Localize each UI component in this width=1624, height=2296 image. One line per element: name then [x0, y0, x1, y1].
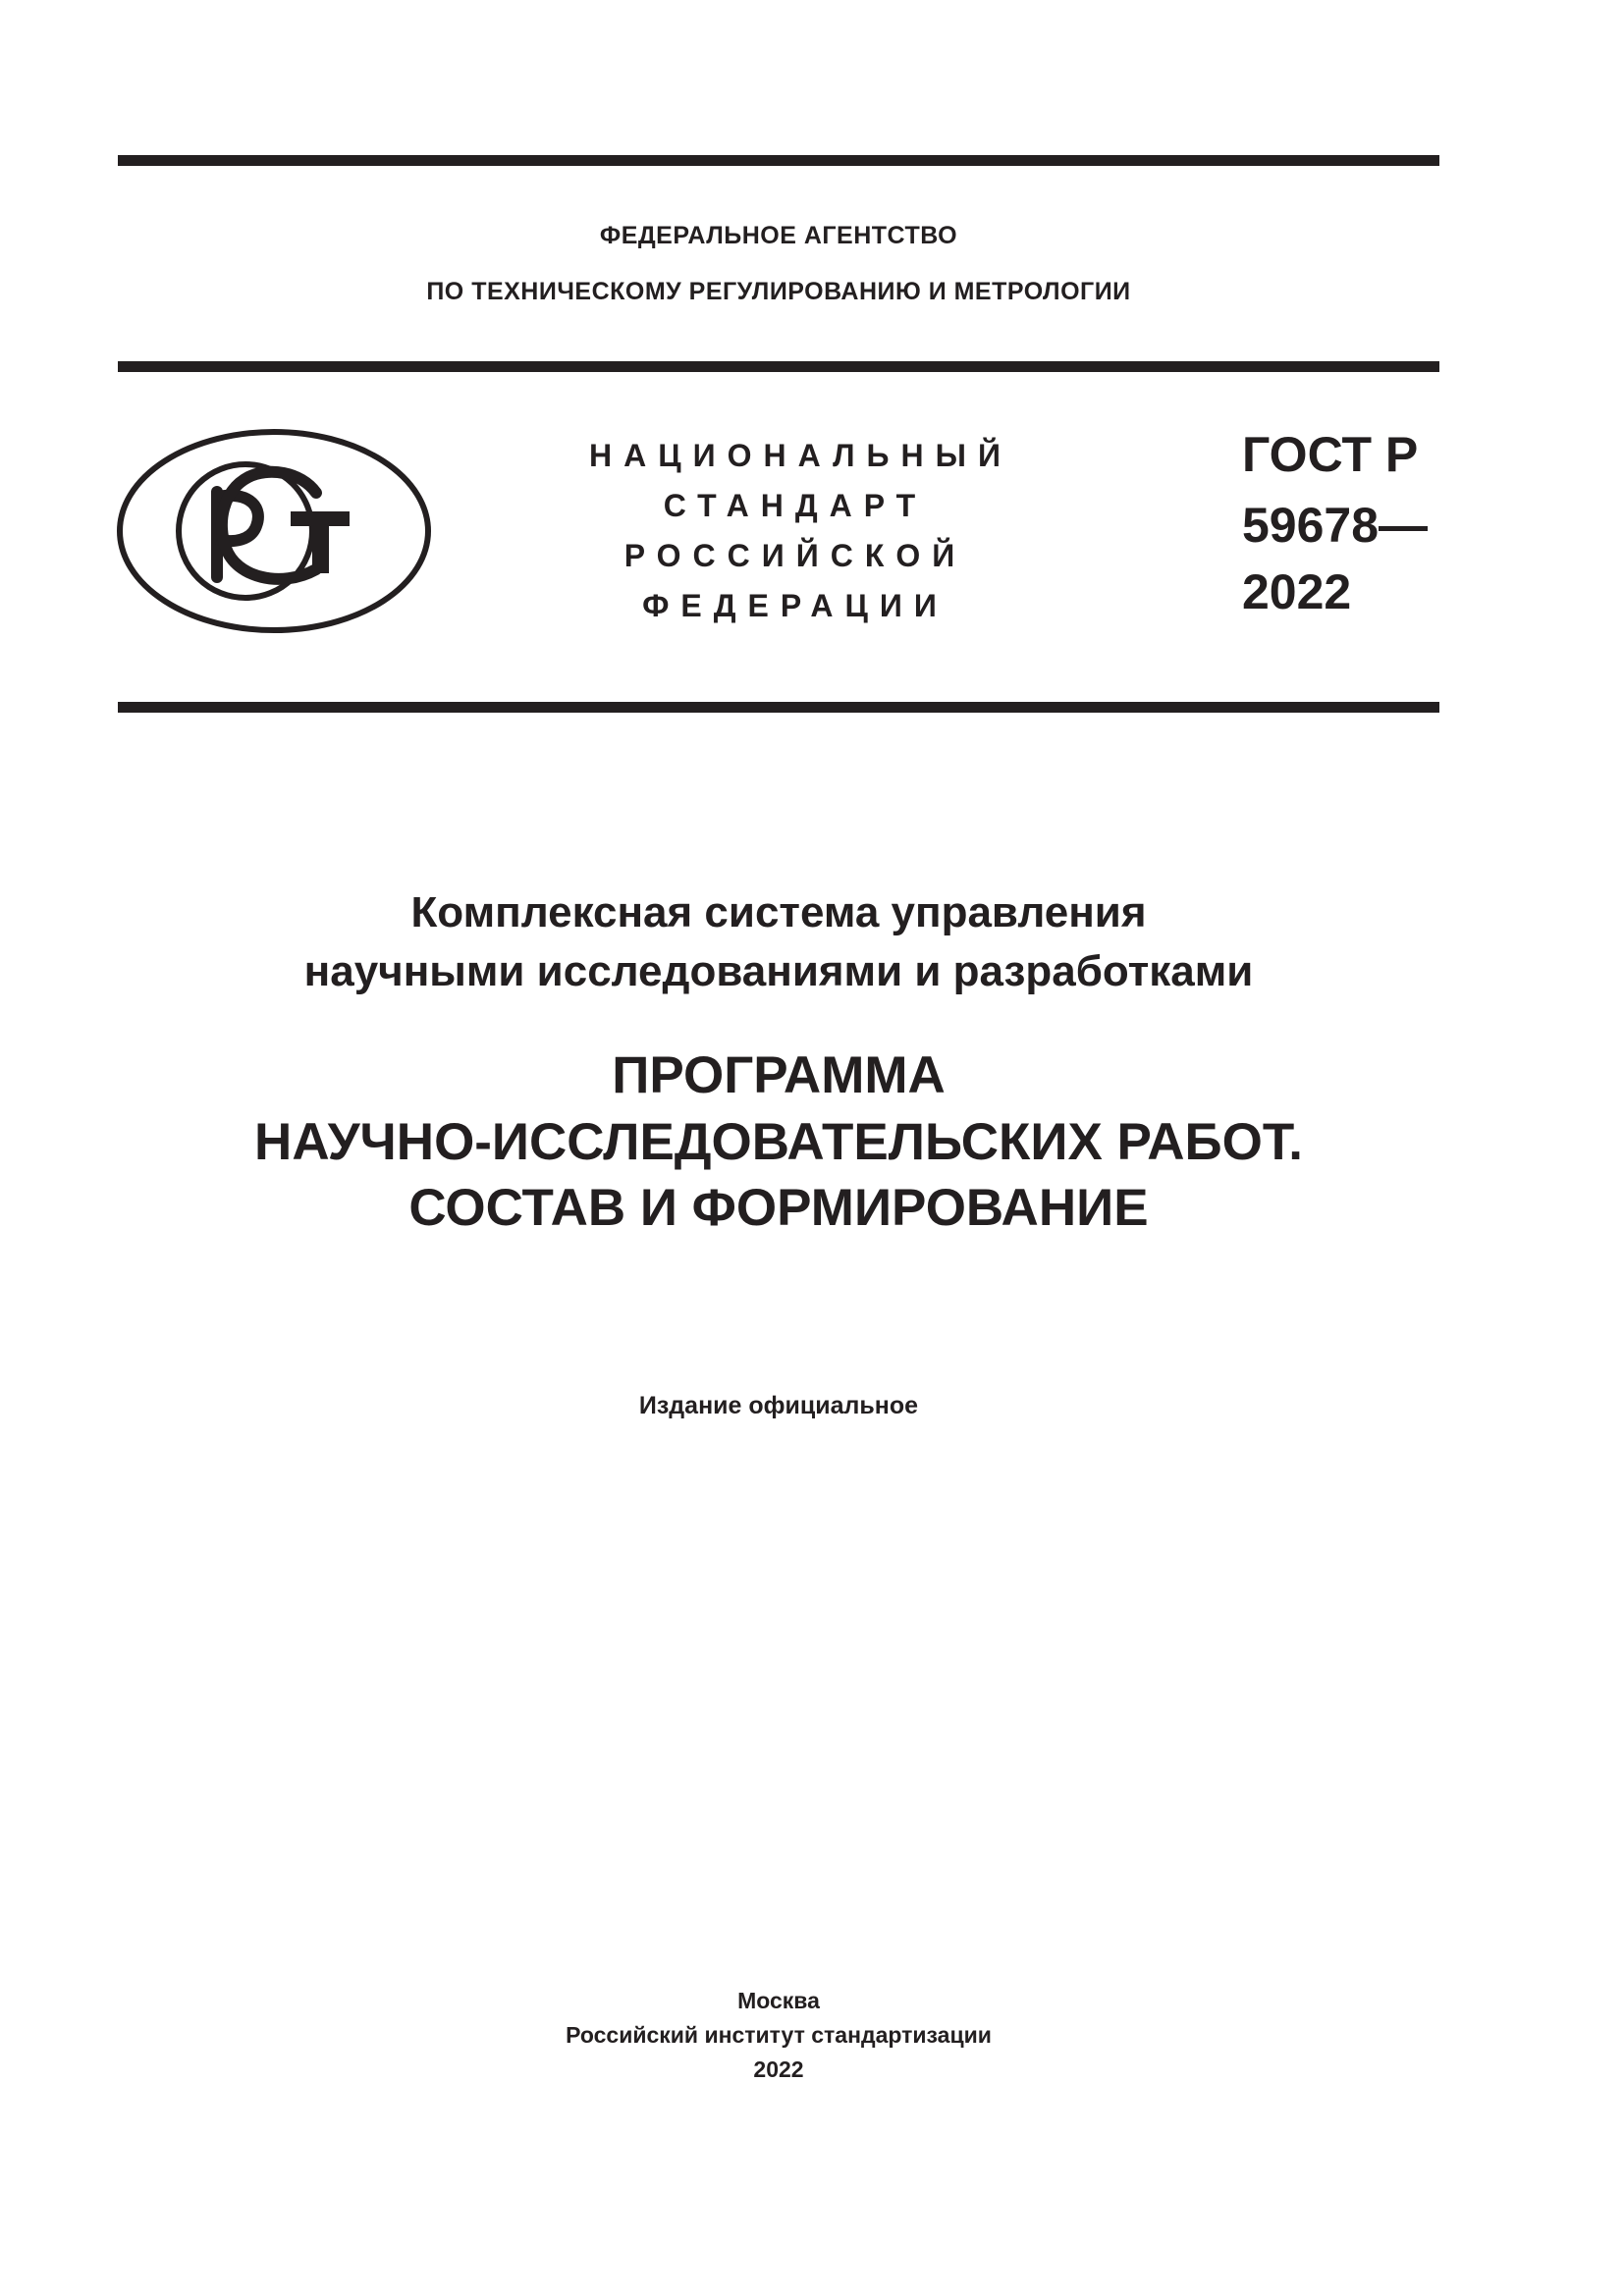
agency-name-line-1: ФЕДЕРАЛЬНОЕ АГЕНТСТВО	[599, 222, 958, 249]
imprint-year: 2022	[753, 2056, 804, 2082]
subtitle-line-2: научными исследованиями и разработками	[303, 947, 1254, 995]
title-line-1: ПРОГРАММА	[612, 1046, 946, 1104]
title-line-3: СОСТАВ И ФОРМИРОВАНИЕ	[408, 1179, 1149, 1237]
imprint-publisher: Российский институт стандартизации	[566, 2022, 992, 2048]
pct-conformity-mark-icon	[116, 428, 432, 634]
standard-type-line-2: СТАНДАРТ	[663, 488, 928, 523]
imprint-city: Москва	[737, 1988, 820, 2013]
designation-line-3: 2022	[1242, 564, 1352, 619]
section-rule	[118, 702, 1439, 713]
edition-note: Издание официальное	[638, 1392, 919, 1419]
designation-line-1: ГОСТ Р	[1242, 427, 1419, 482]
designation-line-2: 59678—	[1242, 498, 1429, 553]
top-rule	[118, 155, 1439, 166]
standard-type-line-4: ФЕДЕРАЦИИ	[642, 588, 948, 623]
standard-type-line-1: НАЦИОНАЛЬНЫЙ	[589, 438, 1012, 473]
subtitle-line-1: Комплексная система управления	[410, 888, 1147, 936]
standard-type-line-3: РОССИЙСКОЙ	[623, 538, 967, 573]
title-line-2: НАУЧНО-ИССЛЕДОВАТЕЛЬСКИХ РАБОТ.	[254, 1113, 1303, 1171]
agency-name-line-2: ПО ТЕХНИЧЕСКОМУ РЕГУЛИРОВАНИЮ И МЕТРОЛОГИИ	[426, 278, 1131, 305]
header-rule	[118, 361, 1439, 372]
